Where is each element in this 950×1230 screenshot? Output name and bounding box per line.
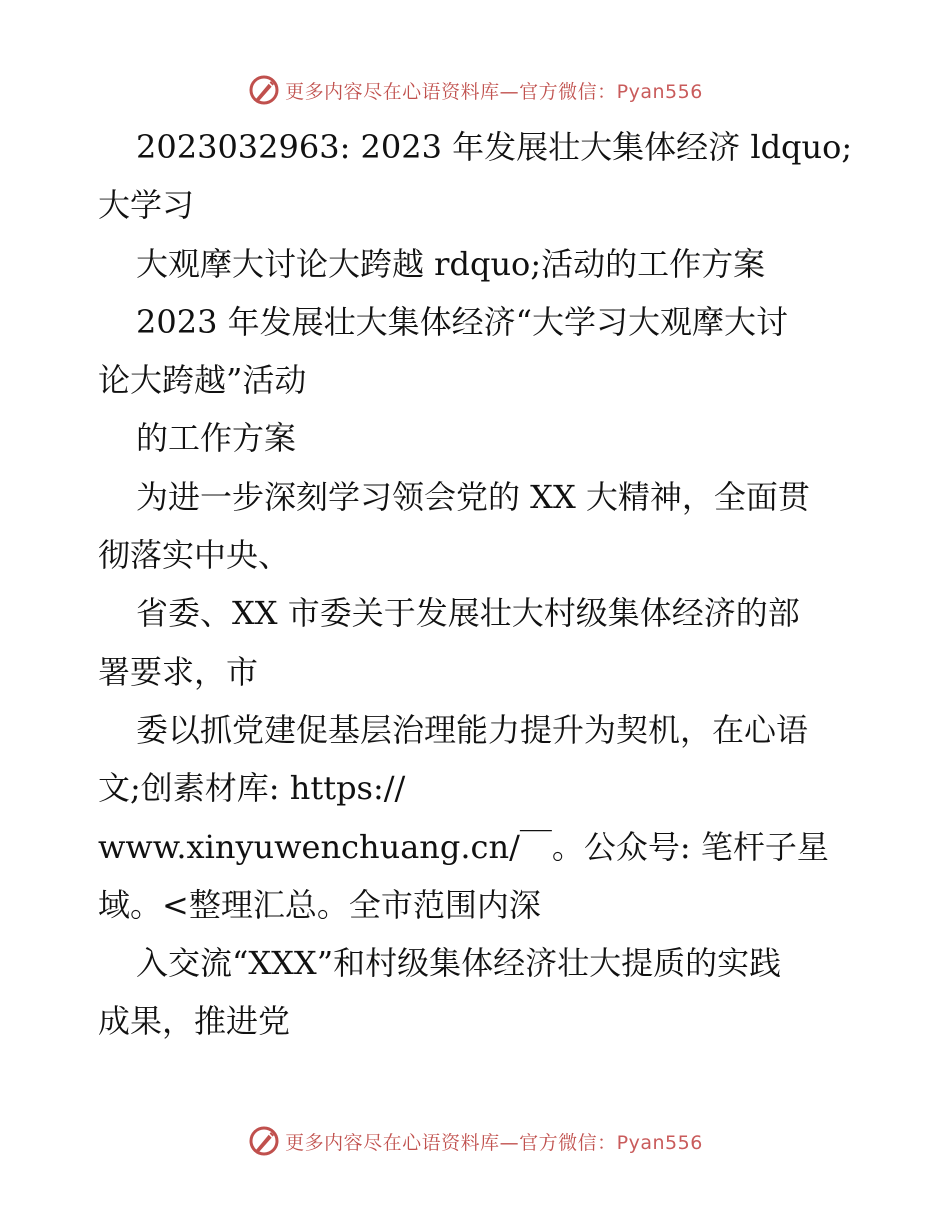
text-line: 大学习 [98,186,195,225]
text-line: 成果，推进党 [98,1002,291,1041]
text-line: 大观摩大讨论大跨越 rdquo;活动的工作方案 [136,244,766,283]
text-line: 域。<整理汇总。全市范围内深 [98,885,541,924]
text-line: 委以抓党建促基层治理能力提升为契机，在心语 [136,710,809,749]
text-line: 省委、XX 市委关于发展壮大村级集体经济的部 [136,594,800,633]
watermark-text: 更多内容尽在心语资料库—官方微信： [285,80,617,103]
watermark-wechat-id: Pyan556 [616,1131,703,1154]
pen-logo-icon [247,1124,281,1158]
text-line: 2023032963: 2023 年发展壮大集体经济 ldquo; [136,128,853,166]
text-line: 署要求，市 [98,652,259,691]
document-body [98,118,858,1051]
pen-logo-icon [247,73,281,107]
text-line: 为进一步深刻学习领会党的 XX 大精神，全面贯 [136,477,810,516]
footer-watermark [0,1121,950,1161]
text-line: 的工作方案 [136,419,297,458]
watermark-wechat-id: Pyan556 [616,80,703,103]
text-line: 文;创素材库: https:// [98,769,406,808]
text-line: www.xinyuwenchuang.cn/￣。公众号: 笔杆子星 [98,827,829,866]
text-line: 论大跨越”活动 [98,361,307,400]
text-line: 彻落实中央、 [98,536,291,575]
header-watermark [0,70,950,110]
text-line: 入交流“XXX”和村级集体经济壮大提质的实践 [136,944,782,983]
text-line: 2023 年发展壮大集体经济“大学习大观摩大讨 [136,302,788,341]
watermark-text: 更多内容尽在心语资料库—官方微信： [285,1131,617,1154]
